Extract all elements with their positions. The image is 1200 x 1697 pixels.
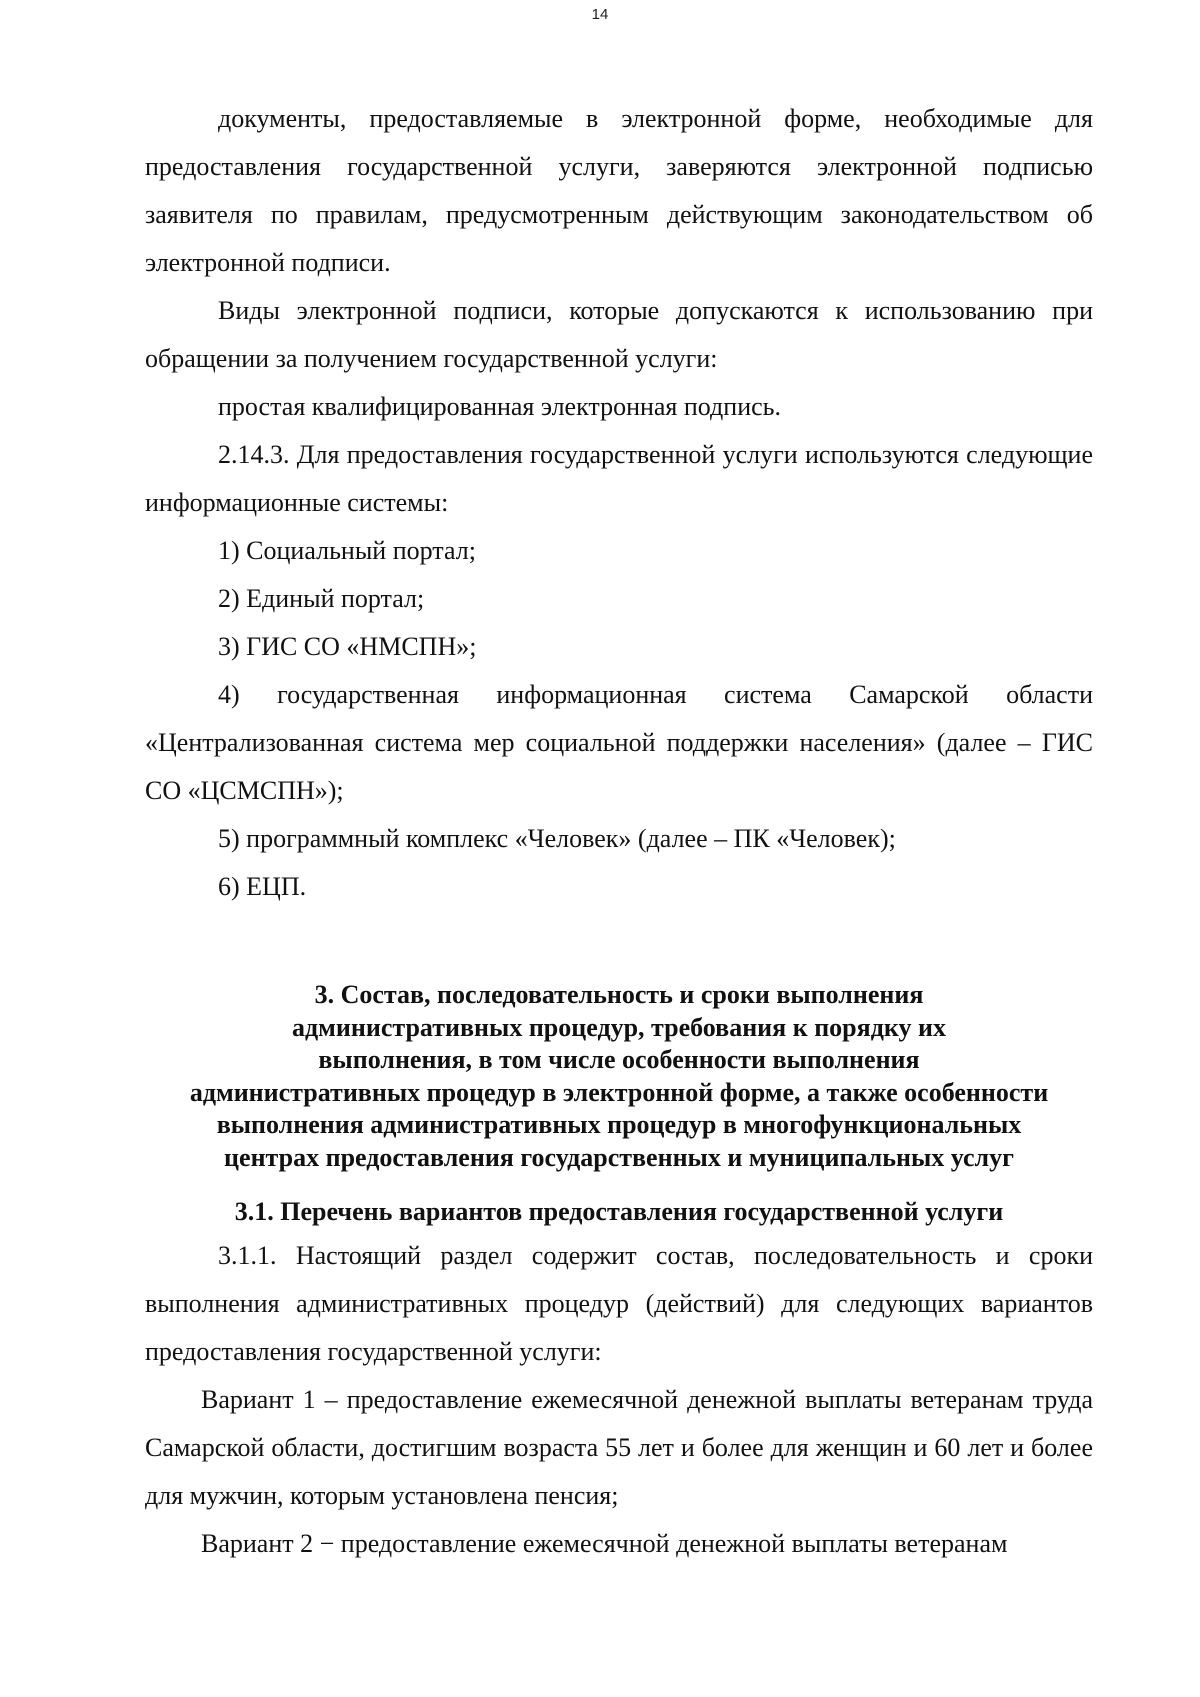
paragraph-3-1-1: 3.1.1. Настоящий раздел содержит состав, последовательность и сроки выполнения административных процедур (действий) для следующих вариантов предоставления государственной услуги: <box>145 1241 1093 1366</box>
section-3-heading <box>145 979 1093 1174</box>
document-body <box>145 95 1093 1568</box>
list-item: 6) ЕЦП. <box>218 872 307 901</box>
paragraph-simple-signature: простая квалифицированная электронная подпись. <box>218 392 782 421</box>
paragraph-docs-signature: документы, предоставляемые в электронной форме, необходимые для предоставления государственной услуги, заверяются электронной подписью заявителя по правилам, предусмотренным действующим законодательством об электронной подписи. <box>145 104 1093 277</box>
list-item: 4) государственная информационная система Самарской области «Централизованная система мер социальной поддержки населения» (далее – ГИС СО «ЦСМСПН»); <box>145 680 1093 805</box>
paragraph-2-14-3: 2.14.3. Для предоставления государственной услуги используются следующие информационные системы: <box>145 440 1093 517</box>
paragraph-variant-2: Вариант 2 − предоставление ежемесячной денежной выплаты ветеранам <box>201 1529 1008 1558</box>
paragraph-variant-1: Вариант 1 – предоставление ежемесячной денежной выплаты ветеранам труда Самарской области, достигшим возраста 55 лет и более для женщин и 60 лет и более для мужчин, которым установлена пенсия; <box>145 1385 1093 1510</box>
section-spacer <box>145 911 1093 979</box>
paragraph-signature-types: Виды электронной подписи, которые допускаются к использованию при обращении за получением государственной услуги: <box>145 296 1093 373</box>
subheading-3-1: 3.1. Перечень вариантов предоставления государственной услуги <box>234 1197 1004 1226</box>
list-item: 3) ГИС СО «НМСПН»; <box>218 632 477 661</box>
heading-line: 3. Состав, последовательность и сроки выполнения <box>314 980 924 1009</box>
heading-line: центрах предоставления государственных и муниципальных услуг <box>224 1142 1014 1172</box>
list-item: 2) Единый портал; <box>218 584 425 613</box>
page-number: 14 <box>591 6 609 23</box>
heading-line: административных процедур в электронной форме, а также особенности <box>189 1077 1049 1107</box>
information-systems-list <box>145 527 1093 911</box>
heading-line: административных процедур, требования к порядку их <box>292 1012 946 1042</box>
heading-line: выполнения административных процедур в многофункциональных <box>216 1110 1022 1139</box>
list-item: 1) Социальный портал; <box>218 536 476 565</box>
list-item: 5) программный комплекс «Человек» (далее – ПК «Человек); <box>218 824 896 853</box>
heading-line: выполнения, в том числе особенности выполнения <box>318 1045 920 1074</box>
